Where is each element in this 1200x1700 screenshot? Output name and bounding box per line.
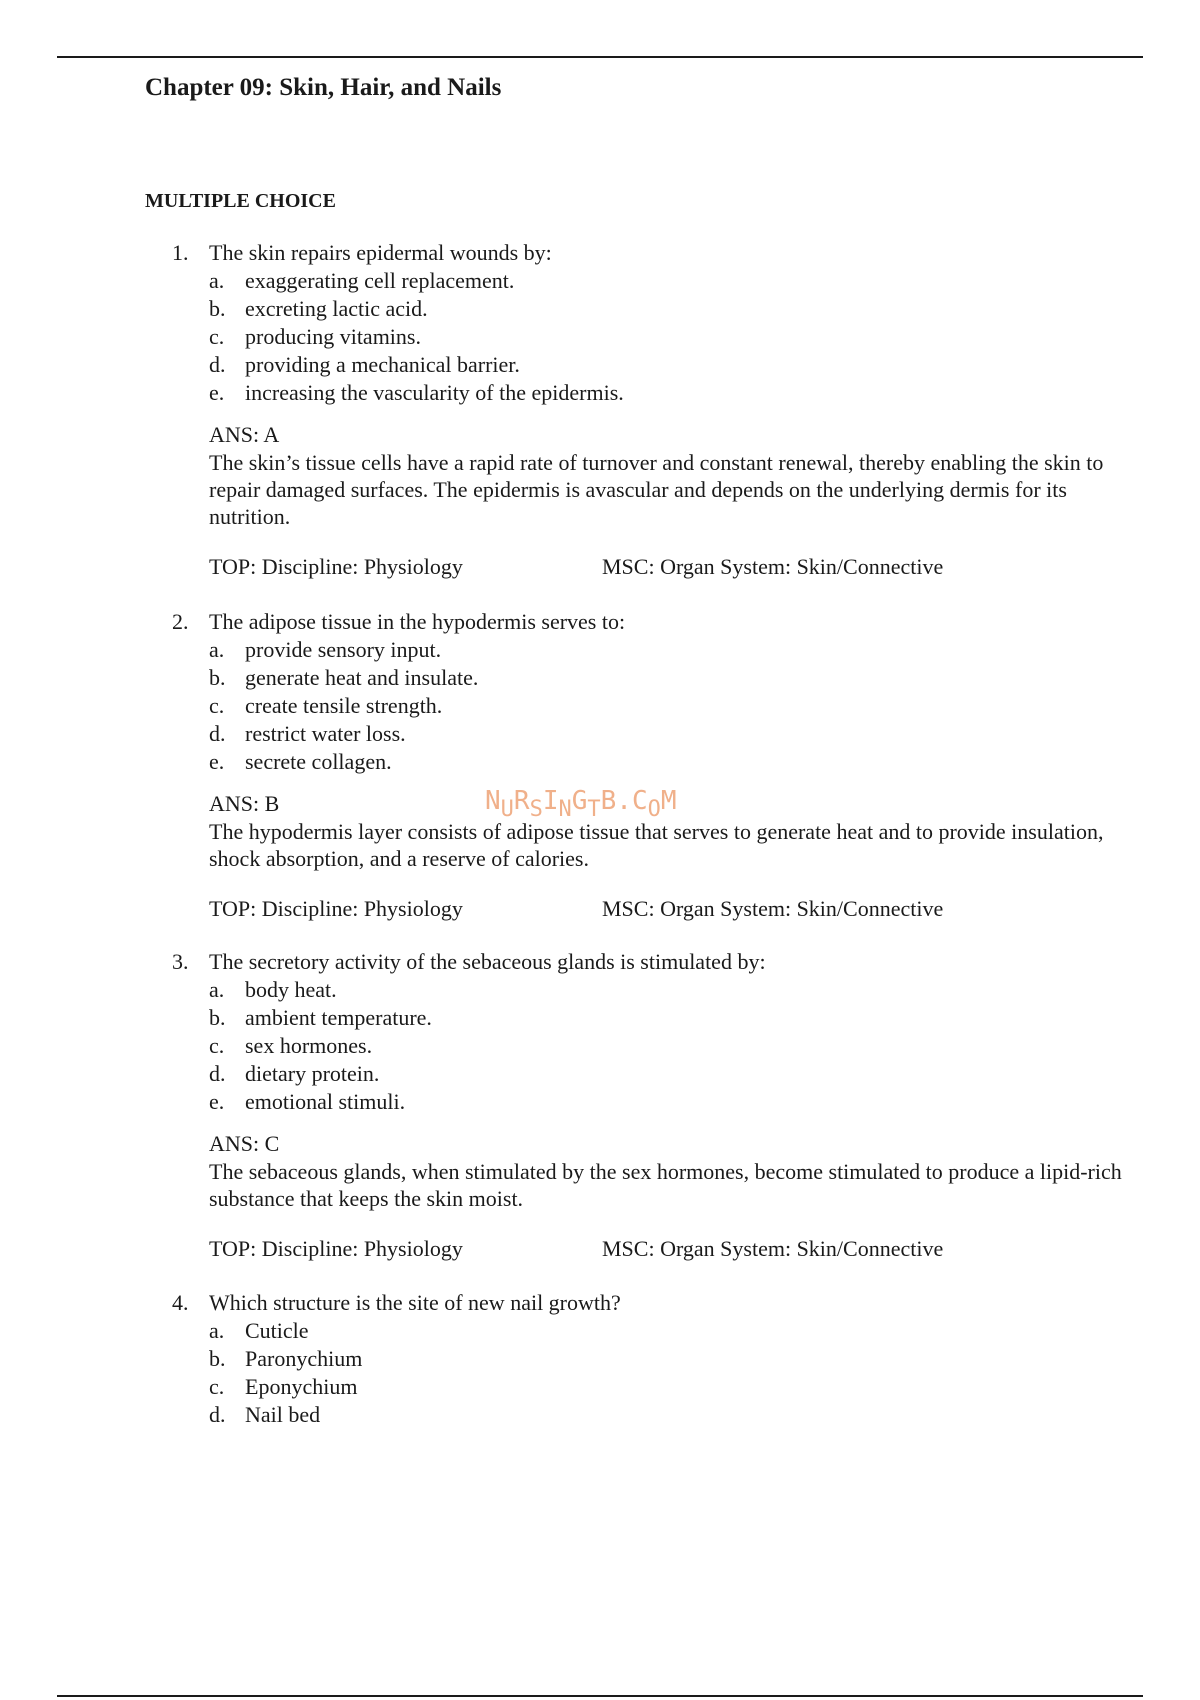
choice-letter: e. — [209, 749, 225, 774]
choice-letter: c. — [209, 1374, 225, 1399]
question-text: The adipose tissue in the hypodermis serves to: — [209, 609, 626, 634]
bottom-rule — [57, 1695, 1143, 1697]
choice-text: dietary protein. — [245, 1061, 380, 1086]
choice-b — [172, 664, 1132, 692]
question-number: 4. — [172, 1290, 189, 1315]
answer-key: ANS: B — [209, 791, 280, 816]
choice-letter: e. — [209, 1089, 225, 1114]
section-heading: MULTIPLE CHOICE — [145, 190, 336, 212]
choice-letter: a. — [209, 268, 225, 293]
msc-label: MSC: Organ System: Skin/Connective — [602, 896, 944, 921]
topic-label: TOP: Discipline: Physiology — [209, 554, 463, 579]
choice-letter: a. — [209, 637, 225, 662]
choice-letter: a. — [209, 977, 225, 1002]
choice-text: provide sensory input. — [245, 637, 442, 662]
watermark: $N_UR_SI_NG_TB.C_OM$ — [485, 786, 677, 822]
topic-label: TOP: Discipline: Physiology — [209, 896, 463, 921]
choice-e — [172, 748, 1132, 776]
choice-text: Paronychium — [245, 1346, 363, 1371]
topic-label: TOP: Discipline: Physiology — [209, 1236, 463, 1261]
question-stem — [172, 948, 1132, 976]
question-text: Which structure is the site of new nail growth? — [209, 1290, 621, 1315]
meta-row — [172, 1235, 1132, 1263]
choice-letter: b. — [209, 296, 226, 321]
choice-c — [172, 692, 1132, 720]
choice-text: sex hormones. — [245, 1033, 373, 1058]
choice-letter: b. — [209, 665, 226, 690]
choice-letter: c. — [209, 1033, 225, 1058]
chapter-title: Chapter 09: Skin, Hair, and Nails — [145, 74, 502, 101]
choice-e — [172, 1088, 1132, 1116]
choice-text: Cuticle — [245, 1318, 309, 1343]
question-number: 3. — [172, 949, 189, 974]
choice-d — [172, 720, 1132, 748]
choice-text: exaggerating cell replacement. — [245, 268, 515, 293]
choice-letter: d. — [209, 352, 226, 377]
choice-text: providing a mechanical barrier. — [245, 352, 520, 377]
question-2 — [172, 608, 1132, 923]
question-stem — [172, 1289, 1132, 1317]
rationale: The hypodermis layer consists of adipose tissue that serves to generate heat and to provide insulation, shock absorption, and a reserve of calories. — [209, 819, 1104, 871]
choice-text: secrete collagen. — [245, 749, 392, 774]
top-rule — [57, 56, 1143, 58]
choice-letter: c. — [209, 324, 225, 349]
choice-letter: c. — [209, 693, 225, 718]
choice-letter: b. — [209, 1005, 226, 1030]
choice-letter: b. — [209, 1346, 226, 1371]
question-stem — [172, 608, 1132, 636]
answer-key: ANS: C — [209, 1131, 280, 1156]
msc-label: MSC: Organ System: Skin/Connective — [602, 554, 944, 579]
choice-letter: a. — [209, 1318, 225, 1343]
choice-a — [172, 267, 1132, 295]
choice-text: create tensile strength. — [245, 693, 443, 718]
choice-text: ambient temperature. — [245, 1005, 432, 1030]
choice-text: excreting lactic acid. — [245, 296, 428, 321]
choice-c — [172, 323, 1132, 351]
choice-letter: d. — [209, 1402, 226, 1427]
question-number: 1. — [172, 240, 189, 265]
question-number: 2. — [172, 609, 189, 634]
question-4 — [172, 1289, 1132, 1429]
meta-row — [172, 553, 1132, 581]
question-text: The secretory activity of the sebaceous glands is stimulated by: — [209, 949, 766, 974]
choice-b — [172, 1004, 1132, 1032]
choice-d — [172, 1060, 1132, 1088]
msc-label: MSC: Organ System: Skin/Connective — [602, 1236, 944, 1261]
choice-text: Eponychium — [245, 1374, 358, 1399]
choice-b — [172, 295, 1132, 323]
choice-a — [172, 976, 1132, 1004]
choice-a — [172, 1317, 1132, 1345]
choice-text: restrict water loss. — [245, 721, 406, 746]
question-stem — [172, 239, 1132, 267]
choice-d — [172, 1401, 1132, 1429]
question-text: The skin repairs epidermal wounds by: — [209, 240, 552, 265]
choice-d — [172, 351, 1132, 379]
choice-b — [172, 1345, 1132, 1373]
question-1 — [172, 239, 1132, 581]
choice-letter: d. — [209, 1061, 226, 1086]
rationale: The sebaceous glands, when stimulated by the sex hormones, become stimulated to produce a lipid-rich substance that keeps the skin moist. — [209, 1159, 1122, 1211]
choice-text: body heat. — [245, 977, 337, 1002]
answer-key: ANS: A — [209, 422, 280, 447]
choice-text: emotional stimuli. — [245, 1089, 406, 1114]
rationale: The skin’s tissue cells have a rapid rate of turnover and constant renewal, thereby enabling the skin to repair damaged surfaces. The epidermis is avascular and depends on the underlying dermis for its nutrition. — [209, 450, 1104, 529]
meta-row — [172, 895, 1132, 923]
choice-letter: d. — [209, 721, 226, 746]
choice-a — [172, 636, 1132, 664]
choice-c — [172, 1032, 1132, 1060]
choice-c — [172, 1373, 1132, 1401]
choice-letter: e. — [209, 380, 225, 405]
question-3 — [172, 948, 1132, 1263]
choice-text: increasing the vascularity of the epidermis. — [245, 380, 624, 405]
choice-e — [172, 379, 1132, 407]
choice-text: generate heat and insulate. — [245, 665, 479, 690]
choice-text: Nail bed — [245, 1402, 321, 1427]
choice-text: producing vitamins. — [245, 324, 421, 349]
